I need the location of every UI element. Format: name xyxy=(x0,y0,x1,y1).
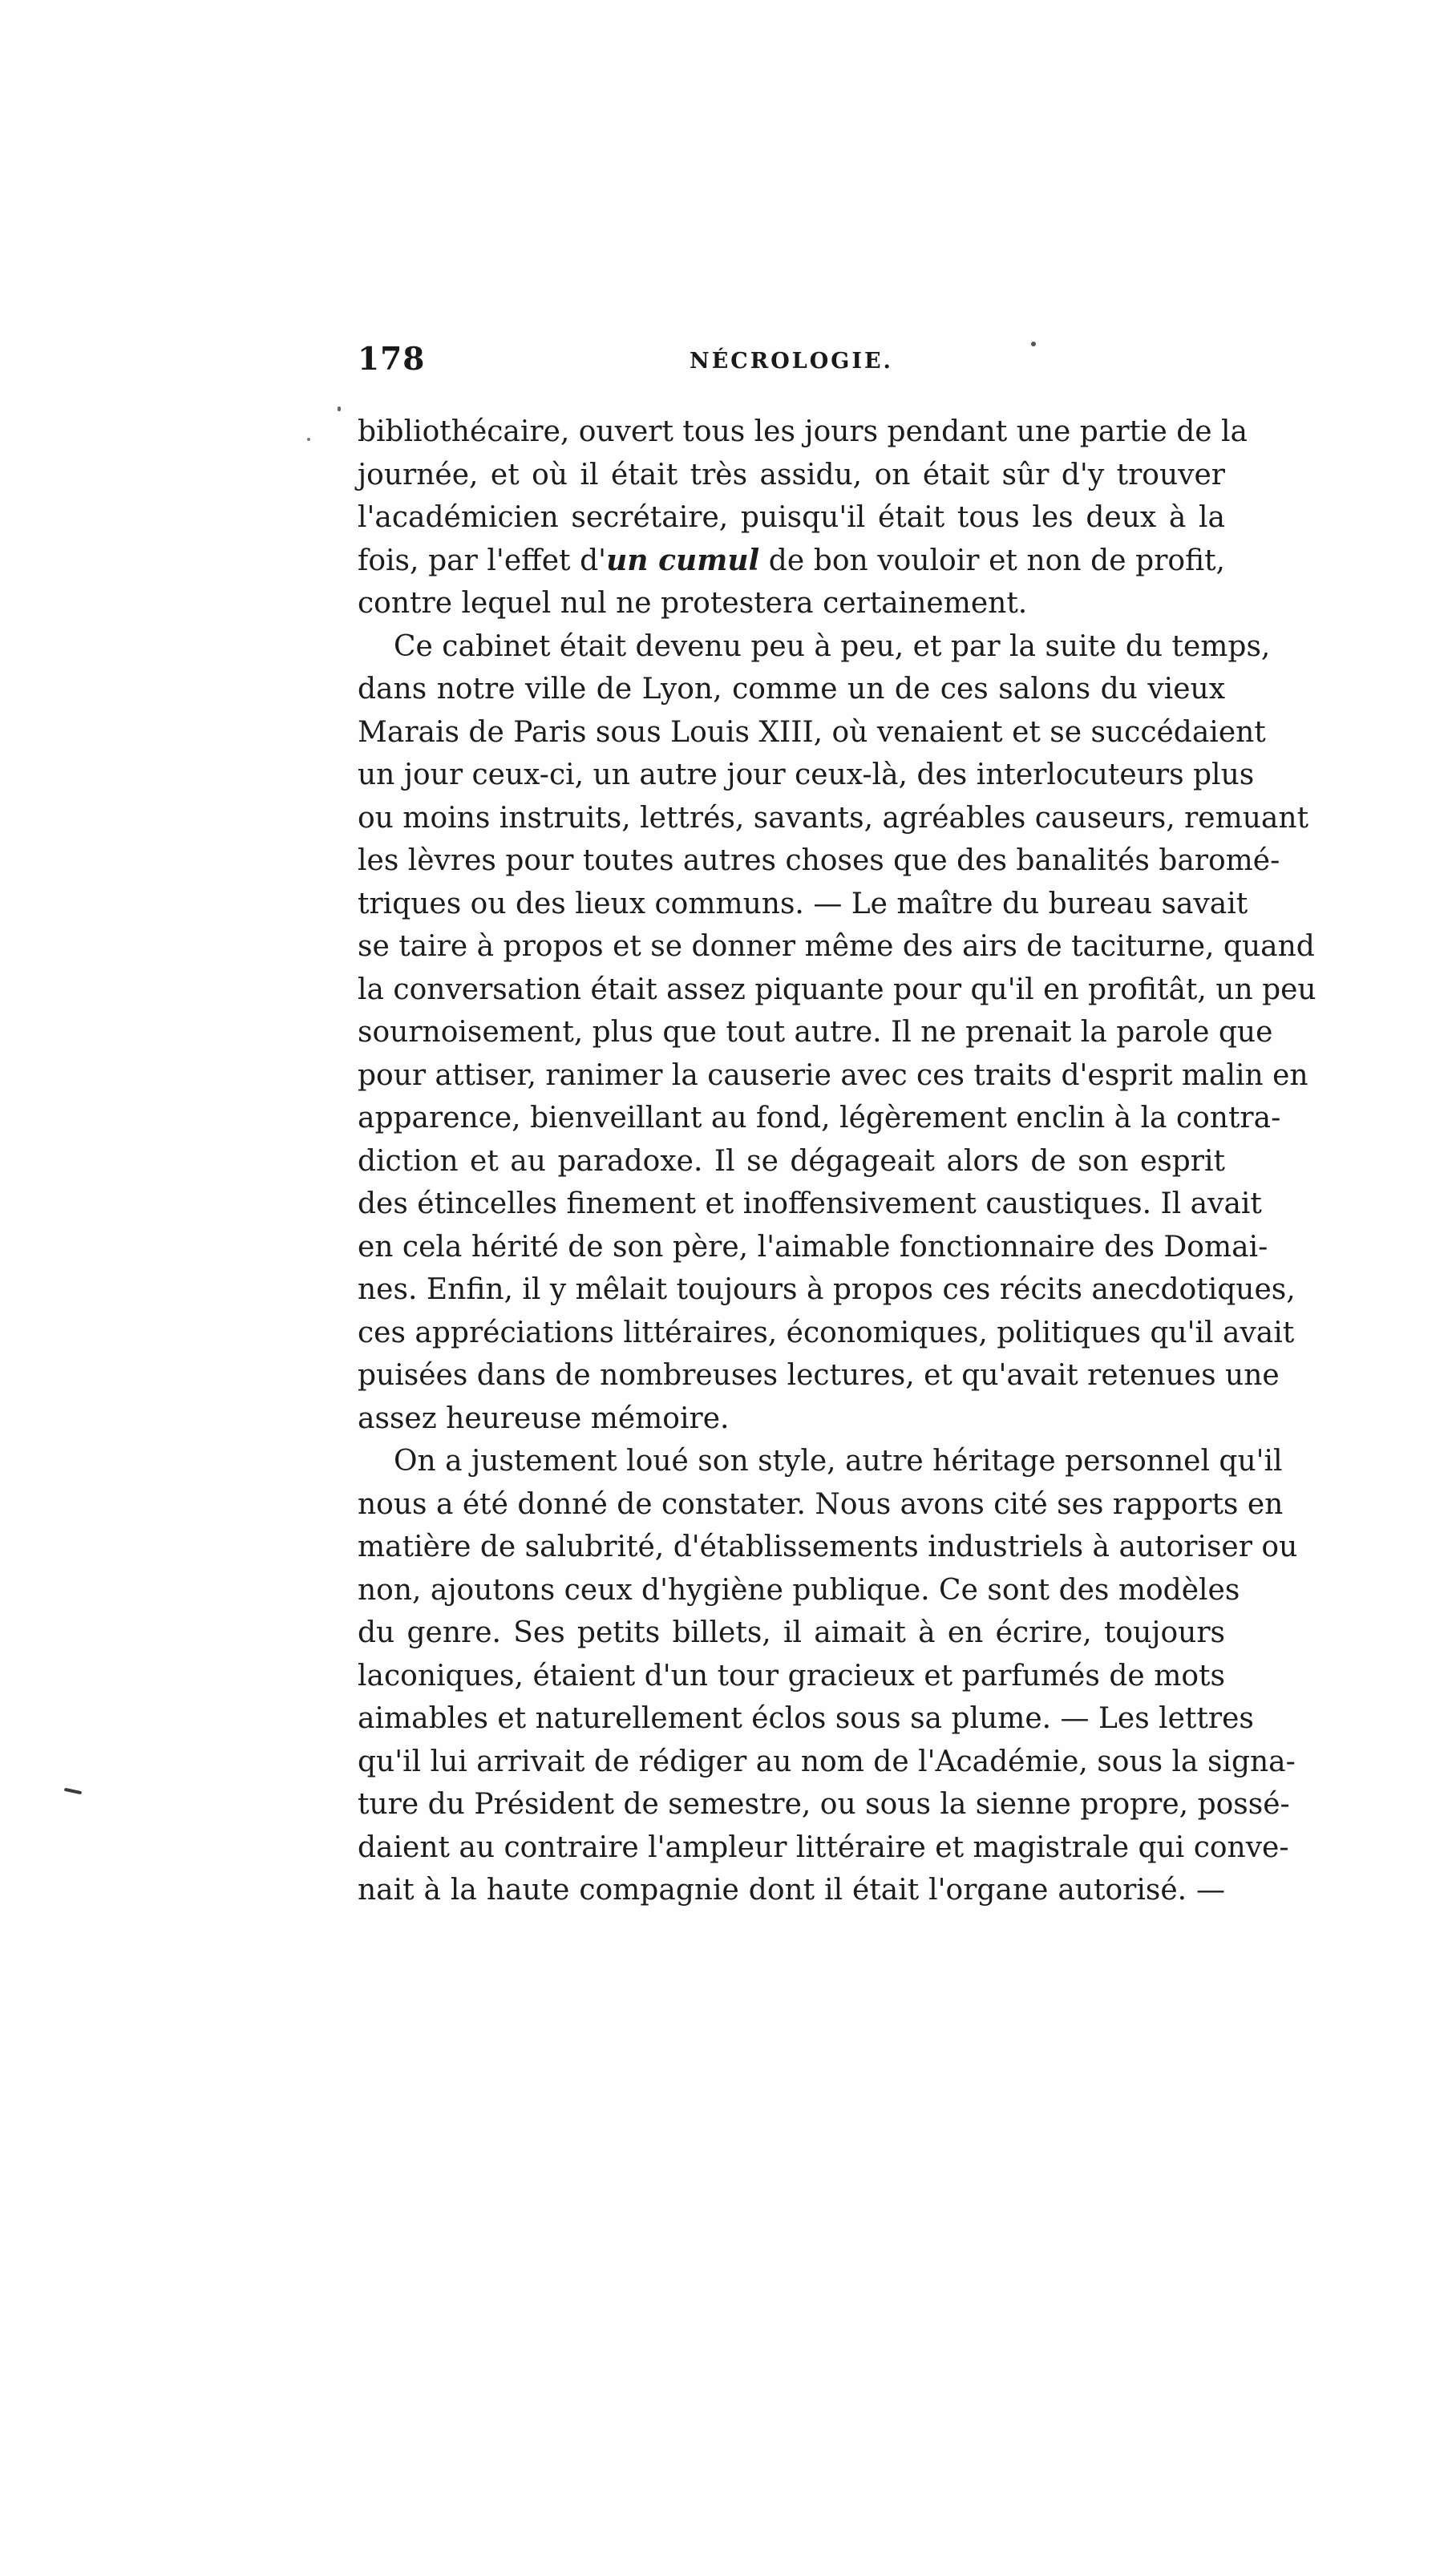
text-line: matière de salubrité, d'établissements industriels à autoriser ou xyxy=(358,1531,1298,1563)
page-header xyxy=(358,341,1225,381)
text-line: aimables et naturellement éclos sous sa plume. — Les lettres xyxy=(358,1702,1254,1735)
text-line: journée, et où il était très assidu, on était sûr d'y trouver xyxy=(358,458,1225,491)
text-line: Marais de Paris sous Louis XIII, où venaient et se succédaient xyxy=(358,715,1266,749)
text-line: les lèvres pour toutes autres choses que des banalités baromé- xyxy=(358,844,1280,877)
text-line: des étincelles finement et inoffensivement caustiques. Il avait xyxy=(358,1187,1262,1220)
text-line: assez heureuse mémoire. xyxy=(358,1401,730,1435)
text-line: non, ajoutons ceux d'hygiène publique. Ce sont des modèles xyxy=(358,1573,1240,1607)
text-line: l'académicien secrétaire, puisqu'il était tous les deux à la xyxy=(358,501,1225,534)
running-head: NÉCROLOGIE. xyxy=(690,349,893,374)
ink-speck xyxy=(307,438,310,441)
body-text xyxy=(358,410,1316,1912)
text-run: de bon vouloir et non de profit, xyxy=(759,544,1225,577)
paragraph-3 xyxy=(358,1440,1298,1912)
text-line: triques ou des lieux communs. — Le maître du bureau savait xyxy=(358,887,1248,920)
text-line: un jour ceux-ci, un autre jour ceux-là, des interlocuteurs plus xyxy=(358,758,1255,791)
text-line: contre lequel nul ne protestera certainement. xyxy=(358,587,1028,620)
text-line: daient au contraire l'ampleur littéraire et magistrale qui conve- xyxy=(358,1830,1289,1864)
text-run: fois, par l'effet d' xyxy=(358,544,607,577)
margin-mark xyxy=(64,1788,82,1794)
text-line: laconiques, étaient d'un tour gracieux et parfumés de mots xyxy=(358,1659,1225,1693)
italic-phrase: un cumul xyxy=(606,543,760,577)
text-line: On a justement loué son style, autre héritage personnel qu'il xyxy=(394,1445,1283,1478)
text-line: dans notre ville de Lyon, comme un de ces salons du vieux xyxy=(358,673,1225,706)
text-line: ces appréciations littéraires, économiques, politiques qu'il avait xyxy=(358,1316,1295,1349)
text-line: nes. Enfin, il y mêlait toujours à propos ces récits anecdotiques, xyxy=(358,1273,1296,1306)
text-line: la conversation était assez piquante pour qu'il en profitât, un peu xyxy=(358,973,1316,1006)
text-line: nait à la haute compagnie dont il était l'organe autorisé. — xyxy=(358,1874,1225,1907)
ink-speck xyxy=(338,406,341,411)
text-line: du genre. Ses petits billets, il aimait à en écrire, toujours xyxy=(358,1616,1225,1649)
text-line: pour attiser, ranimer la causerie avec ces traits d'esprit malin en xyxy=(358,1058,1308,1092)
paragraph-1 xyxy=(358,410,1248,625)
text-line: en cela hérité de son père, l'aimable fonctionnaire des Domai- xyxy=(358,1230,1268,1264)
text-line: se taire à propos et se donner même des airs de taciturne, quand xyxy=(358,930,1315,963)
text-line xyxy=(358,540,1225,583)
text-line: apparence, bienveillant au fond, légèrement enclin à la contra- xyxy=(358,1102,1281,1134)
text-line: sournoisement, plus que tout autre. Il ne prenait la parole que xyxy=(358,1016,1273,1049)
text-line: ou moins instruits, lettrés, savants, agréables causeurs, remuant xyxy=(358,801,1309,835)
text-line: puisées dans de nombreuses lectures, et qu'avait retenues une xyxy=(358,1359,1280,1392)
paragraph-2 xyxy=(358,625,1316,1441)
text-line: Ce cabinet était devenu peu à peu, et par la suite du temps, xyxy=(394,629,1271,663)
text-line: ture du Président de semestre, ou sous la sienne propre, possé- xyxy=(358,1788,1290,1821)
text-line: nous a été donné de constater. Nous avons cité ses rapports en xyxy=(358,1487,1284,1521)
text-line: diction et au paradoxe. Il se dégageait alors de son esprit xyxy=(358,1144,1225,1178)
page-number: 178 xyxy=(358,341,426,378)
text-line: qu'il lui arrivait de rédiger au nom de l'Académie, sous la signa- xyxy=(358,1745,1296,1778)
text-line: bibliothécaire, ouvert tous les jours pendant une partie de la xyxy=(358,415,1248,448)
